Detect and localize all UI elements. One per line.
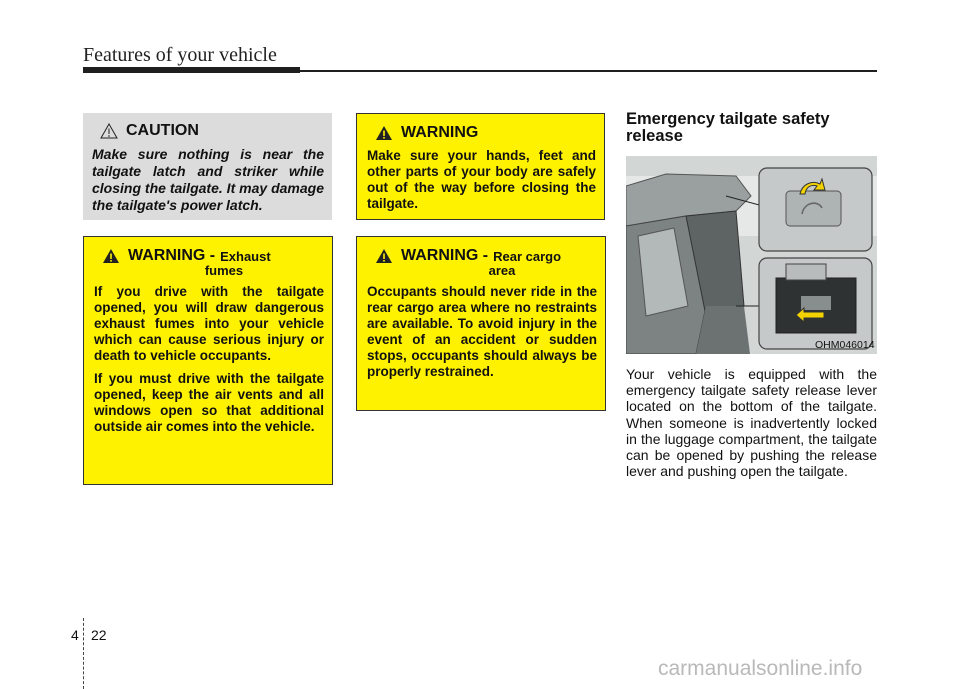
warning-exhaust-subtitle-1: Exhaust (220, 249, 271, 264)
warning-exhaust-title: WARNING - (128, 247, 216, 264)
footer-page-number: 22 (91, 627, 107, 643)
footer-chapter: 4 (71, 627, 79, 643)
warning-triangle-icon (375, 125, 393, 141)
warning-cargo-text: Occupants should never ride in the rear cargo area where no restraints are available. To avoid injury in the event of an accident or sudden stops, occupants should always be properly restrained. (367, 284, 597, 379)
header-title: Features of your vehicle (83, 44, 277, 66)
release-arrow-icon (794, 306, 828, 324)
warning-cargo-subtitle-2: area (488, 263, 516, 278)
warning-exhaust-box (83, 236, 333, 485)
caution-triangle-outline-icon (100, 123, 118, 139)
warning-exhaust-para-1: If you drive with the tailgate opened, you will draw dangerous exhaust fumes into your vehicle which can cause serious injury or death to vehicle occupants. (94, 284, 324, 363)
section-title: Emergency tailgate safety release (626, 110, 830, 145)
warning-exhaust-subtitle-2: fumes (204, 263, 244, 278)
watermark: carmanualsonline.info (658, 657, 863, 680)
warning-hands-text: Make sure your hands, feet and other parts of your body are safely out of the way before closing the tailgate. (367, 148, 596, 211)
caution-heading (92, 122, 324, 140)
tailgate-illustration (626, 156, 877, 354)
warning-hands-title: WARNING (401, 124, 479, 141)
warning-exhaust-para-2: If you must drive with the tailgate opened, keep the air vents and all windows open so that additional outside air comes into the vehicle. (94, 371, 324, 434)
section-body: Your vehicle is equipped with the emergency tailgate safety release lever located on the bottom of the tailgate. When someone is inadvertently locked in the luggage compartment, the tailgate can be opened by pushing the release lever and pushing open the tailgate. (626, 366, 877, 480)
warning-triangle-icon (102, 248, 120, 264)
header-bar (83, 67, 300, 73)
tailgate-release-figure (626, 156, 877, 354)
figure-code: OHM046014 (815, 339, 875, 351)
footer-separator (83, 618, 84, 689)
caution-text: Make sure nothing is near the tailgate latch and striker while closing the tailgate. It may damage the tailgate's power latch. (92, 146, 324, 213)
caution-title: CAUTION (126, 122, 199, 139)
caution-box (83, 113, 332, 220)
warning-hands-box (356, 113, 605, 220)
warning-hands-heading (367, 124, 596, 142)
warning-cargo-title: WARNING - (401, 247, 489, 264)
warning-triangle-icon (375, 248, 393, 264)
release-arrow-icon (796, 176, 826, 198)
warning-cargo-box (356, 236, 606, 411)
warning-cargo-subtitle-1: Rear cargo (493, 249, 562, 264)
header-rule (300, 70, 877, 72)
